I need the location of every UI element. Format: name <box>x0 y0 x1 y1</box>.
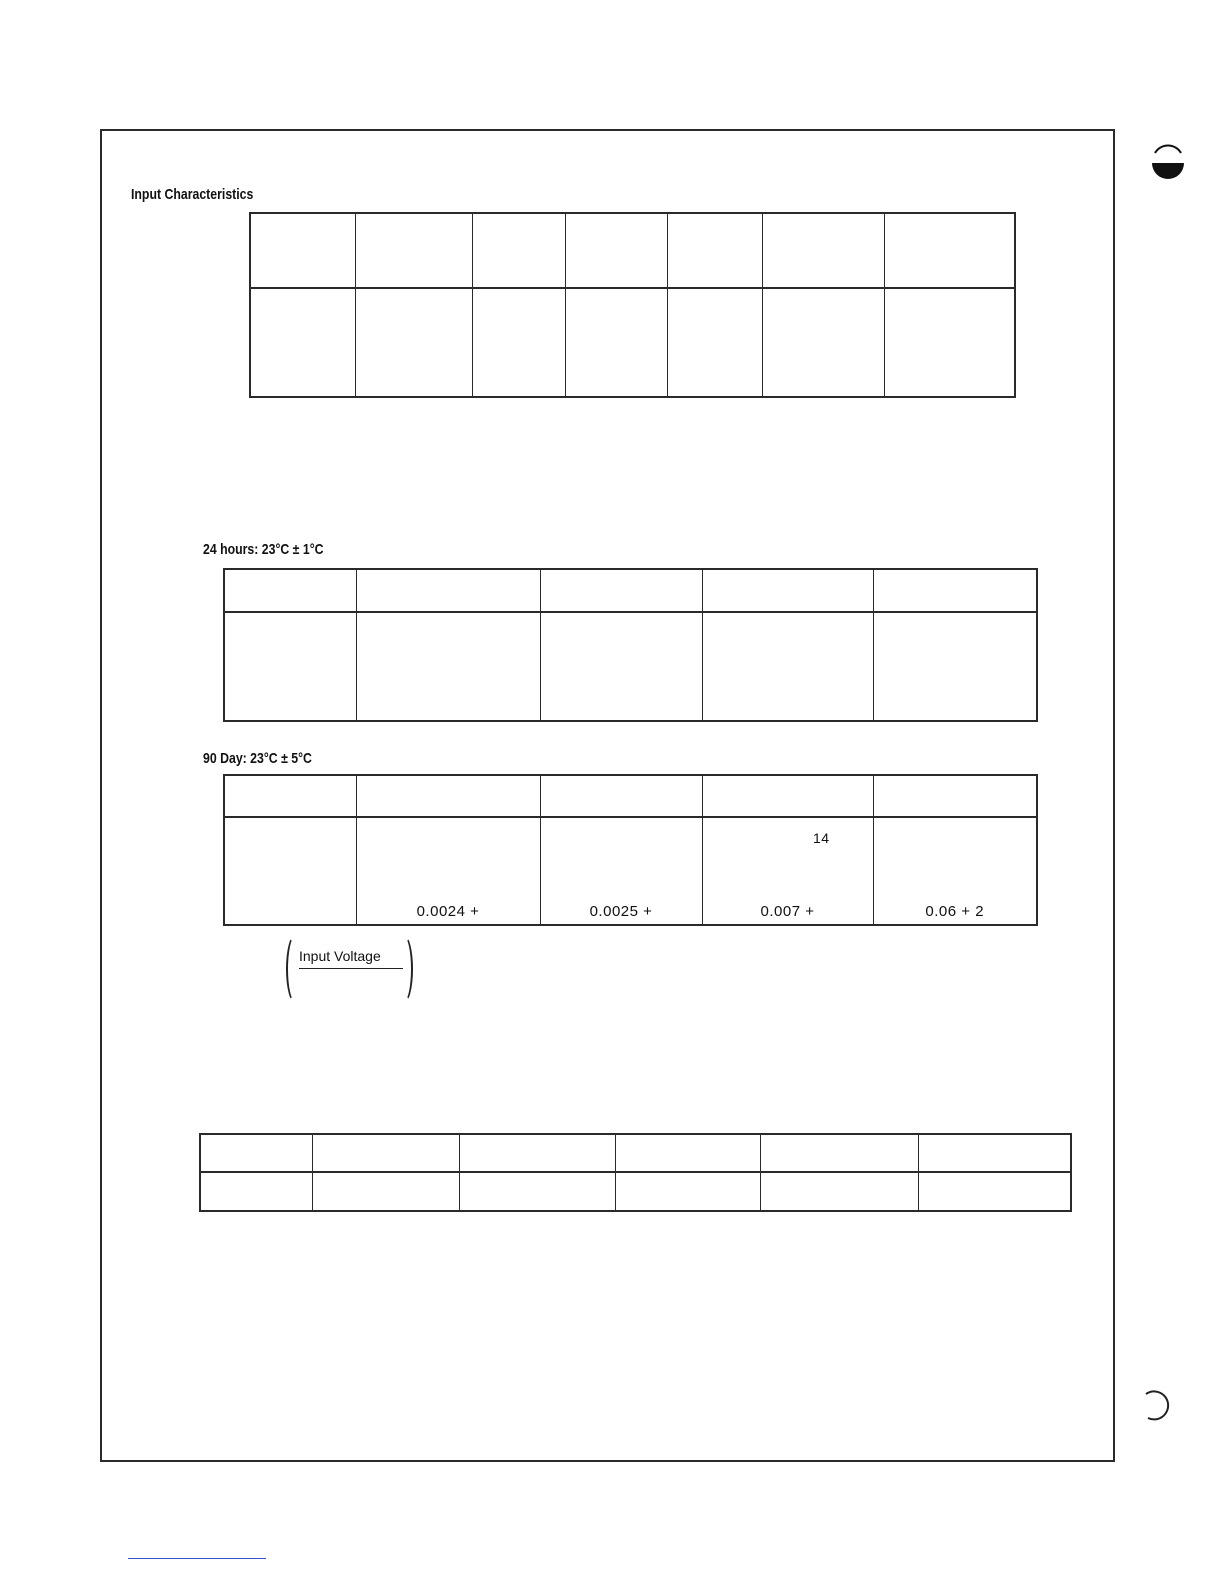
summary-table <box>199 1133 1072 1212</box>
table-row <box>200 1172 1071 1211</box>
input-characteristics-heading: Input Characteristics <box>131 186 254 203</box>
table-cell: 0.007 + <box>702 817 873 925</box>
left-parenthesis <box>286 935 304 1003</box>
table-header-row <box>224 569 1037 612</box>
accuracy-24-hours-heading: 24 hours: 23°C ± 1°C <box>203 541 324 558</box>
input-characteristics-table <box>249 212 1016 398</box>
table-header-row <box>200 1134 1071 1172</box>
formula-numerator: Input Voltage <box>299 948 381 964</box>
table-cell: 0.0025 + <box>540 817 702 925</box>
footer-link-underline <box>128 1558 266 1559</box>
binder-hole-arc-icon <box>1140 1388 1176 1424</box>
table-cell: 0.0024 + <box>356 817 540 925</box>
accuracy-90-day-heading: 90 Day: 23°C ± 5°C <box>203 750 312 767</box>
superscript-label: 14 <box>813 830 830 846</box>
table-cell: 0.06 + 2 <box>873 817 1037 925</box>
half-filled-circle-tab-icon <box>1150 143 1186 179</box>
accuracy-24-hours-table <box>223 568 1038 722</box>
table-header-row <box>224 775 1037 817</box>
table-row <box>224 817 1037 925</box>
table-row <box>224 612 1037 721</box>
right-parenthesis <box>395 935 413 1003</box>
table-row <box>250 288 1015 397</box>
table-header-row <box>250 213 1015 288</box>
table-cell <box>224 817 356 925</box>
accuracy-90-day-table <box>223 774 1038 926</box>
fraction-bar <box>299 968 403 969</box>
